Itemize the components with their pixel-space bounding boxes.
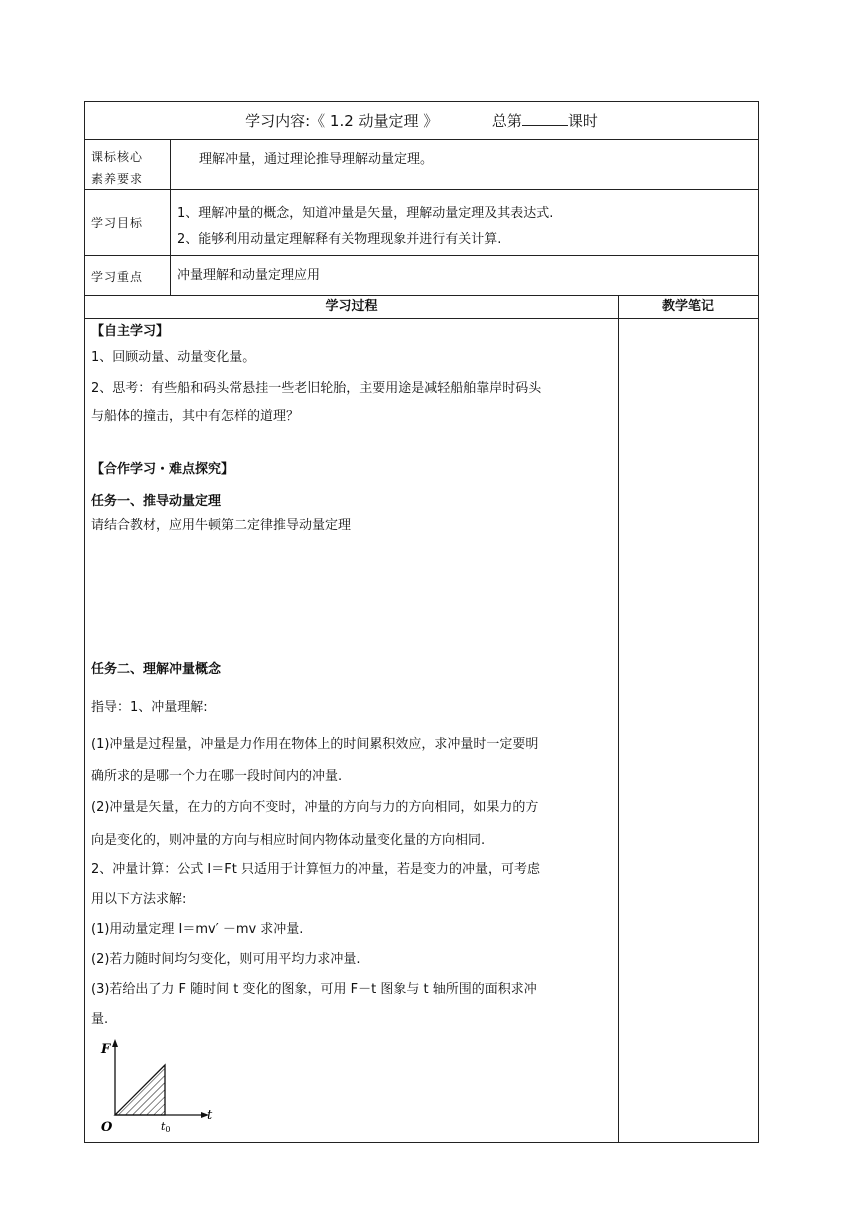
title-suffix: 课时 [567,112,598,130]
notes-column-header: 教学笔记 [661,299,714,314]
lesson-number-blank[interactable] [522,111,568,126]
self-study-item-1: 1、回顾动量、动量变化量。 [91,350,256,365]
impulse-note-2-line-2: 向是变化的，则冲量的方向与相应时间内物体动量变化量的方向相同. [91,833,486,848]
page-title [85,102,758,140]
impulse-calc-line-1: 2、冲量计算：公式 I＝Ft 只适用于计算恒力的冲量，若是变力的冲量，可考虑 [91,862,540,877]
learning-goals-value [171,190,758,255]
lesson-sheet [84,101,759,1143]
task-1-heading: 任务一、推导动量定理 [91,494,222,509]
learning-goals-row [85,190,758,256]
cooperative-study-heading: 【合作学习・难点探究】 [91,462,235,477]
core-requirement-text: 理解冲量，通过理论推导理解动量定理。 [199,152,434,167]
impulse-calc-line-2: 用以下方法求解: [91,892,187,907]
self-study-item-2-line-1: 2、思考：有些船和码头常悬挂一些老旧轮胎，主要用途是减轻船舶靠岸时码头 [91,381,542,396]
method-1: (1)用动量定理 I＝mv′ －mv 求冲量. [91,922,304,937]
core-requirement-label: 课标核心素养要求 [85,140,171,189]
force-time-graph [97,1037,217,1132]
method-3-line-2: 量. [91,1012,109,1027]
y-axis-label: F [101,1042,111,1057]
task-2-heading: 任务二、理解冲量概念 [91,662,222,677]
title-row [85,102,758,140]
task-1-text: 请结合教材，应用牛顿第二定律推导动量定理 [91,518,352,533]
teaching-notes-cell[interactable] [618,319,758,1142]
learning-focus-label: 学习重点 [85,256,171,295]
title-total: 总第 [491,112,522,130]
y-axis-arrow-icon [112,1039,118,1047]
impulse-area [115,1065,165,1115]
column-header-row [85,296,758,319]
method-3-line-1: (3)若给出了力 F 随时间 t 变化的图象，可用 F－t 图象与 t 轴所围的面积求冲 [91,982,537,997]
learning-focus-row [85,256,758,296]
impulse-note-1-line-1: (1)冲量是过程量，冲量是力作用在物体上的时间累积效应，求冲量时一定要明 [91,737,539,752]
goal-item: 1、理解冲量的概念，知道冲量是矢量，理解动量定理及其表达式. [177,206,554,221]
method-2: (2)若力随时间均匀变化，则可用平均力求冲量. [91,952,361,967]
impulse-note-1-line-2: 确所求的是哪一个力在哪一段时间内的冲量. [91,769,343,784]
x-axis-label: t [207,1108,213,1123]
core-requirement-row [85,140,758,190]
core-requirement-value [171,140,758,189]
goal-item: 2、能够利用动量定理解释有关物理现象并进行有关计算. [177,232,502,247]
process-column-header: 学习过程 [85,296,619,318]
self-study-item-2-line-2: 与船体的撞击，其中有怎样的道理？ [91,409,300,424]
t0-label: t0 [161,1120,171,1132]
learning-goals-label: 学习目标 [85,190,171,255]
impulse-note-2-line-1: (2)冲量是矢量，在力的方向不变时，冲量的方向与力的方向相同，如果力的方 [91,800,539,815]
learning-focus-text: 冲量理解和动量定理应用 [177,268,321,283]
guide-line: 指导：1、冲量理解: [91,700,208,715]
title-prefix: 学习内容:《 1.2 动量定理 》 [245,112,439,130]
origin-label: O [101,1120,113,1132]
learning-focus-value [171,256,758,295]
learning-process-cell [85,319,619,1142]
self-study-heading: 【自主学习】 [91,324,170,339]
